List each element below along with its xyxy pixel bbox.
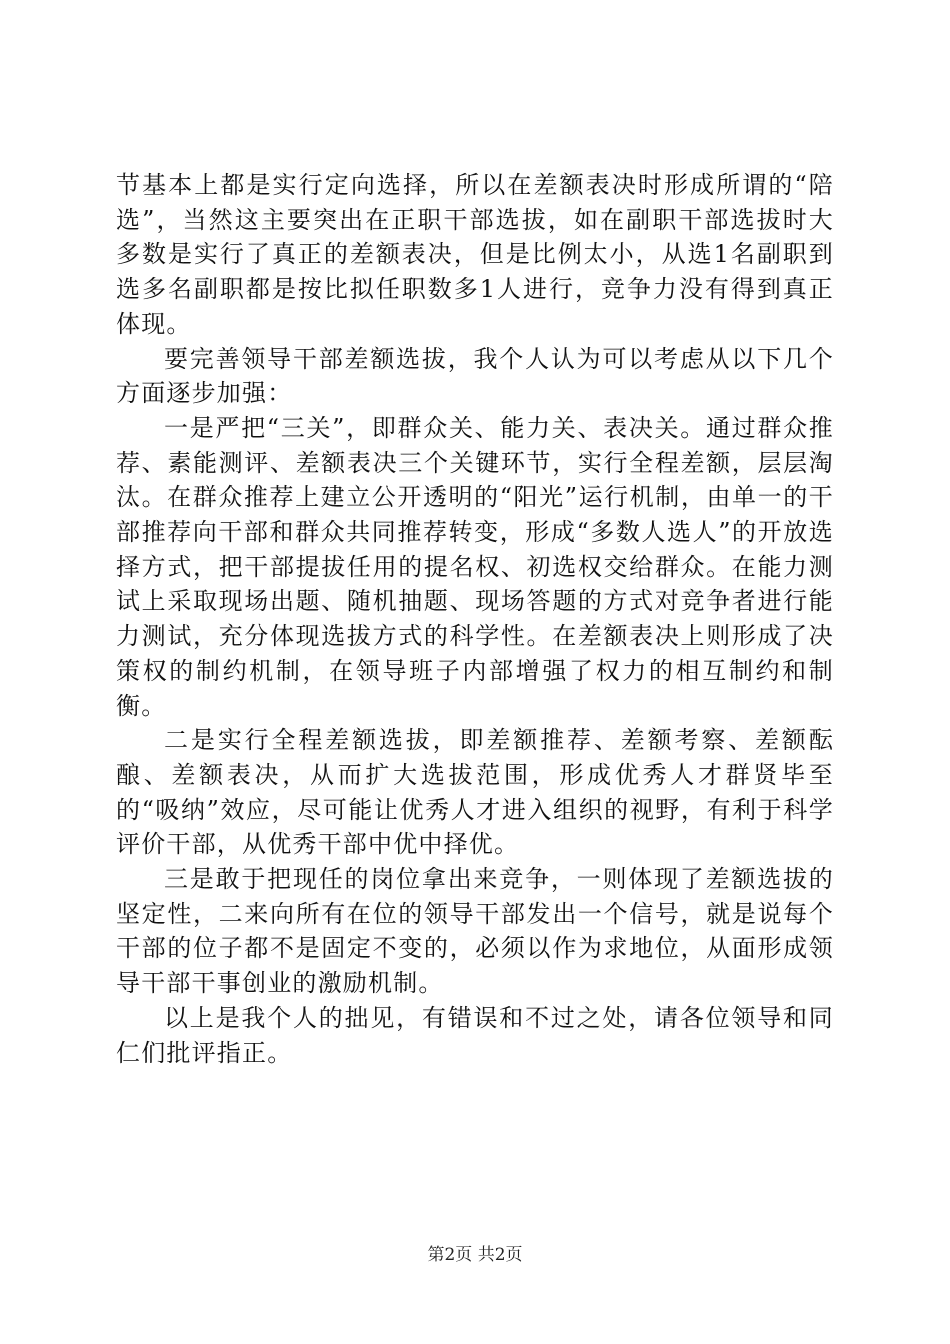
paragraph-closing: 以上是我个人的拙见，有错误和不过之处，请各位领导和同仁们批评指正。: [116, 1003, 834, 1067]
paragraph-intro: 要完善领导干部差额选拔，我个人认为可以考虑从以下几个方面逐步加强：: [116, 344, 834, 408]
paragraph-continuation: 节基本上都是实行定向选择，所以在差额表决时形成所谓的“陪选”，当然这主要突出在正职干部选拔，如在副职干部选拔时大多数是实行了真正的差额表决，但是比例太小，从选1名副职到选多名副职都是按比拟任职数多1人进行，竞争力没有得到真正体现。: [116, 171, 834, 338]
paragraph-point-two: 二是实行全程差额选拔，即差额推荐、差额考察、差额酝酿、差额表决，从而扩大选拔范围，形成优秀人才群贤毕至的“吸纳”效应，尽可能让优秀人才进入组织的视野，有利于科学评价干部，从优秀干部中优中择优。: [116, 726, 834, 859]
paragraph-point-three: 三是敢于把现任的岗位拿出来竞争，一则体现了差额选拔的坚定性，二来向所有在位的领导干部发出一个信号，就是说每个干部的位子都不是固定不变的，必须以作为求地位，从面形成领导干部干事创业的激励机制。: [116, 865, 834, 998]
paragraph-point-one: 一是严把“三关”，即群众关、能力关、表决关。通过群众推荐、素能测评、差额表决三个关键环节，实行全程差额，层层淘汰。在群众推荐上建立公开透明的“阳光”运行机制，由单一的干部推荐向干部和群众共同推荐转变，形成“多数人选人”的开放选择方式，把干部提拔任用的提名权、初选权交给群众。在能力测试上采取现场出题、随机抽题、现场答题的方式对竞争者进行能力测试，充分体现选拔方式的科学性。在差额表决上则形成了决策权的制约机制，在领导班子内部增强了权力的相互制约和制衡。: [116, 413, 834, 720]
page-number-footer: 第2页 共2页: [427, 1245, 523, 1265]
document-body: [116, 168, 834, 1070]
